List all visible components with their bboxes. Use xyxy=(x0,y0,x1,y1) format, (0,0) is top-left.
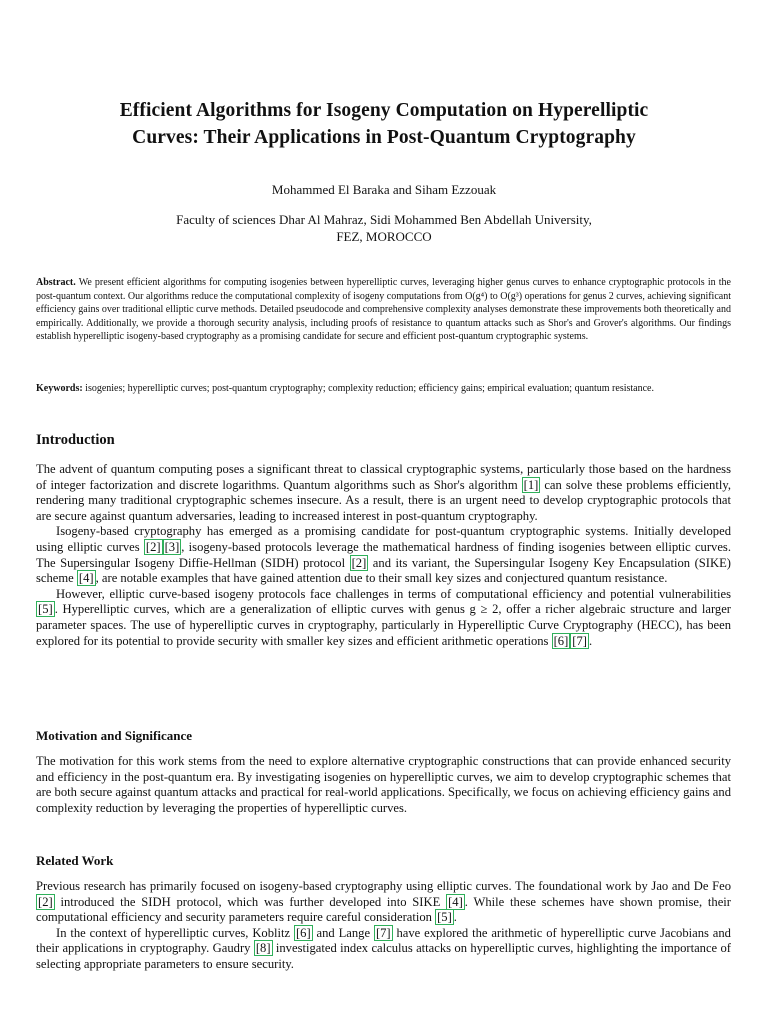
text-run: However, elliptic curve-based isogeny protocols face challenges in terms of computational efficiency and potential vulnerabilities xyxy=(56,586,731,601)
citation-link[interactable]: [4] xyxy=(78,571,94,586)
title-line-2: Curves: Their Applications in Post-Quantum Cryptography xyxy=(132,127,636,148)
citation-link[interactable]: [2] xyxy=(145,539,161,554)
authors: Mohammed El Baraka and Siham Ezzouak xyxy=(271,182,497,197)
citation-link[interactable]: [5] xyxy=(437,910,452,925)
section-heading-introduction: Introduction xyxy=(36,432,115,448)
keywords xyxy=(36,382,731,396)
citation-link[interactable]: [3] xyxy=(164,539,180,554)
affiliation xyxy=(40,211,728,245)
affiliation-line-2: FEZ, MOROCCO xyxy=(336,229,432,244)
abstract-text: We present efficient algorithms for computing isogenies between hyperelliptic curves, leveraging higher genus curves to enhance cryptographic protocols in the post-quantum context. Our algorithms reduce the computational complexity of isogeny computations from O(g⁴) to O(g³) operations for genus 2 curves, achieving significant efficiency gains over traditional elliptic curve methods. Detailed pseudocode and comprehensive complexity analyses demonstrate these improvements both theoretically and empirically. Additionally, we provide a thorough security analysis, including proofs of resistance to quantum attacks such as Shor's and Grover's algorithms. Our findings establish hyperelliptic isogeny-based cryptography as a promising candidate for secure and efficient post-quantum cryptographic systems. xyxy=(36,277,731,342)
citation-link[interactable]: [2] xyxy=(38,894,53,909)
text-run: . Hyperelliptic curves, which are a generalization of elliptic curves with genus g ≥ 2, offer a richer algebraic structure and larger parameter spaces. The use of hyperelliptic curves in cryptography, particularly in Hyperelliptic Curve Cryptography (HECC), has been explored for its potential to provide security with smaller key sizes and efficient arithmetic operations xyxy=(36,602,731,648)
paragraph xyxy=(36,879,731,926)
keywords-text: isogenies; hyperelliptic curves; post-quantum cryptography; complexity reduction; efficiency gains; empirical evaluation; quantum resistance. xyxy=(85,383,654,394)
citation-link[interactable]: [7] xyxy=(572,633,587,648)
citation-link[interactable]: [1] xyxy=(523,477,539,492)
related-work-body xyxy=(36,879,731,973)
abstract-label: Abstract. xyxy=(36,277,76,288)
citation-link[interactable]: [2] xyxy=(351,555,367,570)
citation-link[interactable]: [4] xyxy=(448,894,463,909)
citation-link[interactable]: [8] xyxy=(255,941,271,956)
text-run: and its variant, the Supersingular Isogeny Key Encapsulation (SIKE) scheme xyxy=(36,555,731,586)
text-run: . While these schemes have shown promise, their computational efficiency and security parameters require careful consideration xyxy=(36,894,732,925)
text-run: , isogeny-based protocols leverage the mathematical hardness of finding isogenies between elliptic curves. The Supersingular Isogeny Diffie-Hellman (SIDH) protocol xyxy=(36,539,731,570)
section-heading-related-work: Related Work xyxy=(36,853,114,868)
citation-link[interactable]: [6] xyxy=(295,925,311,940)
paragraph xyxy=(36,587,731,649)
text-run: and Lange xyxy=(312,925,374,940)
paragraph xyxy=(36,926,731,973)
text-run: . xyxy=(453,910,457,925)
paragraph xyxy=(36,524,731,586)
text-run: investigated index calculus attacks on hyperelliptic curves, highlighting the importance of selecting appropriate parameters to ensure security. xyxy=(36,941,731,971)
citation-link[interactable]: [7] xyxy=(375,925,391,940)
citation-link[interactable]: [5] xyxy=(38,602,53,617)
abstract xyxy=(36,276,731,344)
keywords-label: Keywords: xyxy=(36,383,83,394)
paragraph: The motivation for this work stems from the need to explore alternative cryptographic constructions that can provide enhanced security and efficiency in the post-quantum era. By investigating isogenies on hyperelliptic curves, we aim to develop cryptographic schemes that are both secure against quantum attacks and practical for real-world applications. Specifically, we focus on achieving efficiency gains and complexity reduction by leveraging the properties of hyperelliptic curves. xyxy=(36,754,731,815)
motivation-body xyxy=(36,754,731,816)
affiliation-line-1: Faculty of sciences Dhar Al Mahraz, Sidi Mohammed Ben Abdellah University, xyxy=(176,212,592,227)
text-run: , are notable examples that have gained attention due to their small key sizes and conjectured quantum resistance. xyxy=(95,571,668,586)
section-heading-motivation: Motivation and Significance xyxy=(36,728,193,743)
text-run: Previous research has primarily focused on isogeny-based cryptography using elliptic curves. The foundational work by Jao and De Feo xyxy=(36,879,731,893)
citation-link[interactable]: [6] xyxy=(553,633,569,648)
introduction-body xyxy=(36,462,731,649)
text-run: have explored the arithmetic of hyperelliptic curve Jacobians and their applications in cryptography. Gaudry xyxy=(36,925,731,956)
text-run: can solve these problems efficiently, rendering many traditional cryptographic schemes insecure. As a result, there is an urgent need to develop cryptographic protocols that are secure against quantum adversaries, leading to increased interest in post-quantum cryptography. xyxy=(36,477,731,523)
text-run: In the context of hyperelliptic curves, Koblitz xyxy=(56,925,294,940)
text-run: . xyxy=(588,633,593,648)
text-run: The advent of quantum computing poses a significant threat to classical cryptographic systems, particularly those based on the hardness of integer factorization and discrete logarithms. Quantum algorithms such as Shor's algorithm xyxy=(36,462,731,492)
title-line-1: Efficient Algorithms for Isogeny Computation on Hyperelliptic xyxy=(119,100,649,121)
text-run: Isogeny-based cryptography has emerged as a promising candidate for post-quantum cryptographic systems. Initially developed using elliptic curves xyxy=(36,524,731,554)
text-run: introduced the SIDH protocol, which was further developed into SIKE xyxy=(54,894,447,909)
paper-title xyxy=(40,97,728,151)
paragraph xyxy=(36,462,731,524)
